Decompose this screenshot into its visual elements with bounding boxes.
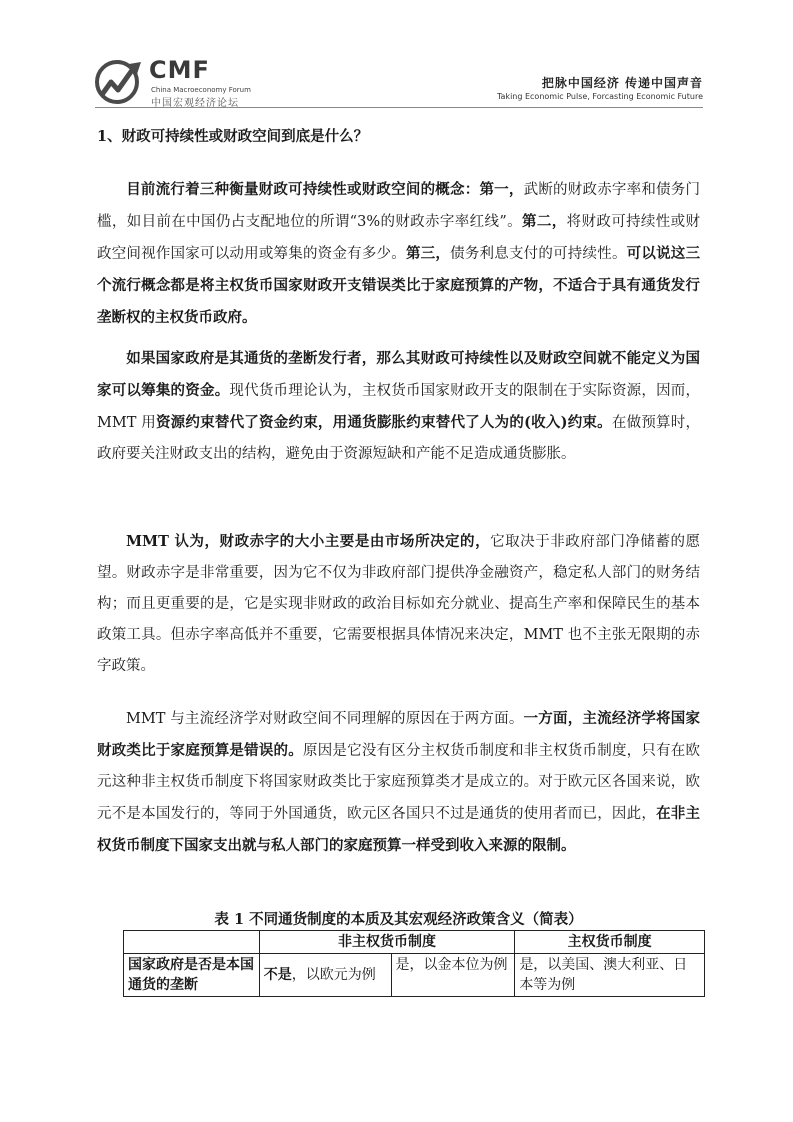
- p2-bold-1: 如果国家政府是其通货的垄断发行者，那么其财政可持续性以及财政空间就不能定义为国家可以筹集的资金。: [97, 350, 700, 399]
- table-header-empty: [124, 931, 260, 954]
- page-header: [95, 56, 703, 108]
- p4-text-1: MMT 与主流经济学对财政空间不同理解的原因在于两方面。: [126, 711, 524, 727]
- cmf-logo-icon: [95, 60, 143, 104]
- table-row-label: 国家政府是否是本国通货的垄断: [124, 954, 260, 997]
- p2-bold-2: 资源约束替代了资金约束，用通货膨胀约束替代了人为的(收入)约束。: [155, 414, 612, 431]
- logo-text: CMF: [149, 56, 210, 84]
- table-cell-euro-bold: 不是: [263, 967, 292, 983]
- table-row: [124, 954, 705, 997]
- slogan-en: Taking Economic Pulse, Forcasting Economic Future: [496, 92, 703, 101]
- p1-text-2: 将财政可持续性或财政空间视作国家可以动用或筹集的资金有多少。: [97, 214, 701, 262]
- paragraph-2: [97, 343, 700, 470]
- p4-bold-1: 一方面，主流经济学将国家财政类比于家庭预算是错误的。: [97, 710, 700, 759]
- paragraph-1: [97, 174, 700, 334]
- paragraph-3: [97, 526, 700, 682]
- logo-subtitle-cn: 中国宏观经济论坛: [151, 98, 239, 109]
- p1-bold-3: 第三，: [405, 245, 451, 262]
- table-header-non-sovereign: 非主权货币制度: [259, 931, 515, 954]
- p4-text-2: 原因是它没有区分主权货币制度和非主权货币制度，只有在欧元这种非主权货币制度下将国家财政类比于家庭预算类才是成立的。对于欧元区各国来说，欧元不是本国发行的，等同于外国通货，欧元区各国只不过是通货的使用者而已，因此，: [97, 743, 701, 822]
- p3-bold-1: MMT 认为，财政赤字的大小主要是由市场所决定的，: [126, 533, 491, 550]
- p1-bold-1: 目前流行着三种衡量财政可持续性或财政空间的概念：第一，: [126, 181, 524, 198]
- logo-subtitle-en: China Macroeconomy Forum: [151, 86, 251, 94]
- policy-table: [123, 930, 705, 997]
- table-header-row: [124, 931, 705, 954]
- p2-text-2: 在做预算时，政府要关注财政支出的结构，避免由于资源短缺和产能不足造成通货膨胀。: [97, 415, 701, 462]
- table-cell-gold: 是，以金本位为例: [391, 954, 515, 997]
- section-title: 1、财政可持续性或财政空间到底是什么？: [97, 128, 369, 145]
- header-divider: [95, 107, 703, 108]
- p1-bold-2: 第二，: [522, 213, 567, 230]
- p1-text-1: 武断的财政赤字率和债务门槛，如目前在中国仍占支配地位的所谓“3%的财政赤字率红线”。: [97, 182, 701, 230]
- p3-text-1: 它取决于非政府部门净储蓄的愿望。财政赤字是非常重要，因为它不仅为非政府部门提供净金融资产，稳定私人部门的财务结构；而且更重要的是，它是实现非财政的政治目标如充分就业、提高生产率和保障民生的基本政策工具。但赤字率高低并不重要，它需要根据具体情况来决定，MMT 也不主张无限期的赤字政策。: [97, 534, 701, 674]
- p2-text-1: 现代货币理论认为，主权货币国家财政开支的限制在于实际资源，因而，MMT 用: [97, 383, 701, 431]
- p4-bold-2: 在非主权货币制度下国家支出就与私人部门的家庭预算一样受到收入来源的限制。: [97, 805, 701, 854]
- paragraph-4: [97, 703, 700, 862]
- table-header-sovereign: 主权货币制度: [515, 931, 705, 954]
- p1-text-3: 债务利息支付的可持续性。: [450, 246, 627, 262]
- table-cell-sovereign: 是，以美国、澳大利亚、日本等为例: [515, 954, 705, 997]
- slogan-cn: 把脉中国经济 传递中国声音: [541, 76, 703, 90]
- table-title: 表 1 不同通货制度的本质及其宏观经济政策含义（简表）: [214, 911, 583, 928]
- table-cell-euro-text: ，以欧元为例: [291, 967, 376, 983]
- table-cell-euro: [259, 954, 391, 997]
- p1-bold-4: 可以说这三个流行概念都是将主权货币国家财政开支错误类比于家庭预算的产物，不适合于具有通货发行垄断权的主权货币政府。: [97, 245, 701, 326]
